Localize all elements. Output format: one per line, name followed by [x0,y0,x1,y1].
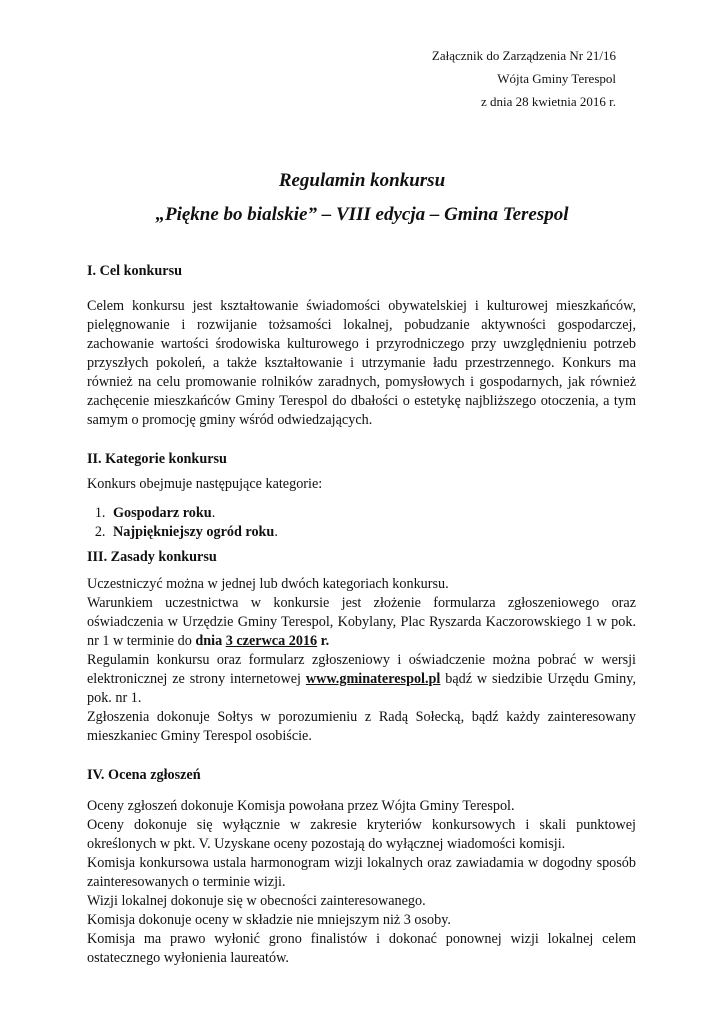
category-item [109,523,636,542]
section-4-heading: IV. Ocena zgłoszeń [87,767,201,783]
section-3-p2-text: Warunkiem uczestnictwa w konkursie jest złożenie formularza zgłoszeniowego oraz oświadczenia w Urzędzie Gminy Terespol, Kobylany, Plac Ryszarda Kaczorowskiego 1 w pok. nr 1 w terminie do [87,595,636,649]
section-3-p2 [87,594,636,651]
section-4-p3: Komisja konkursowa ustala harmonogram wizji lokalnych oraz zawiadamia w dogodny sposób zainteresowanych o terminie wizji. [87,855,636,890]
category-suffix: . [274,524,278,540]
title-line-2: „Piękne bo bialskie” – VIII edycja – Gmina Terespol [155,204,569,225]
section-3-p3-after: bądź w siedzibie Urzędu Gminy, pok. nr 1. [87,671,636,706]
deadline-prefix: dnia [195,633,226,649]
section-4-p6: Komisja ma prawo wyłonić grono finalistów i dokonać ponownej wizji lokalnej celem ostatecznego wyłonienia laureatów. [87,931,636,966]
section-3-p3-text: Regulamin konkursu oraz formularz zgłoszeniowy i oświadczenie można pobrać w wersji elektronicznej ze strony internetowej [87,652,636,687]
section-4-p4: Wizji lokalnej dokonuje się w obecności zainteresowanego. [87,893,426,909]
section-3-p3 [87,651,636,708]
deadline-date: 3 czerwca 2016 [225,633,318,649]
header-line-1: Załącznik do Zarządzenia Nr 21/16 [431,48,616,63]
category-label: Gospodarz roku [113,505,212,521]
website-link[interactable]: www.gminaterespol.pl [305,671,441,687]
attachment-header [432,44,616,113]
section-1-heading: I. Cel konkursu [87,263,183,279]
deadline-suffix: r. [317,633,330,649]
section-3-p4: Zgłoszenia dokonuje Sołtys w porozumieniu z Radą Sołecką, bądź każdy zainteresowany mieszkaniec Gminy Terespol osobiście. [87,709,636,744]
category-label: Najpiękniejszy ogród roku [113,524,275,540]
section-3-p1: Uczestniczyć można w jednej lub dwóch kategoriach konkursu. [87,576,449,592]
document-body [87,262,636,968]
header-line-3: z dnia 28 kwietnia 2016 r. [480,94,616,109]
category-item [109,504,636,523]
section-1-text: Celem konkursu jest kształtowanie świadomości obywatelskiej i kulturowej mieszkańców, pielęgnowanie i rozwijanie tożsamości lokalnej, pobudzanie aktywności gospodarczej, zachowanie wartości środowiska kulturowego i przyrodniczego przy uwzględnieniu potrzeb przyszłych pokoleń, a także kształtowanie i utrzymanie ładu przestrzennego. Konkurs ma również na celu promowanie rolników zaradnych, pomysłowych i gospodarnych, jak również zachęcenie mieszkańców Gminy Terespol do dbałości o estetykę najbliższego otoczenia, a tym samym o promocję gminy wśród odwiedzających. [87,298,636,428]
document-title [0,164,724,232]
category-list [87,504,636,542]
section-2-intro: Konkurs obejmuje następujące kategorie: [87,476,323,492]
section-4-p5: Komisja dokonuje oceny w składzie nie mniejszym niż 3 osoby. [87,912,451,928]
section-4-p2: Oceny dokonuje się wyłącznie w zakresie kryteriów konkursowych i skali punktowej określonych w pkt. V. Uzyskane oceny pozostają do wyłącznej wiadomości komisji. [87,817,636,852]
section-3-heading: III. Zasady konkursu [87,549,217,565]
title-line-1: Regulamin konkursu [278,170,446,191]
header-line-2: Wójta Gminy Terespol [497,71,616,86]
category-suffix: . [211,505,216,521]
section-4-p1: Oceny zgłoszeń dokonuje Komisja powołana przez Wójta Gminy Terespol. [87,798,515,814]
section-2-heading: II. Kategorie konkursu [87,451,227,467]
